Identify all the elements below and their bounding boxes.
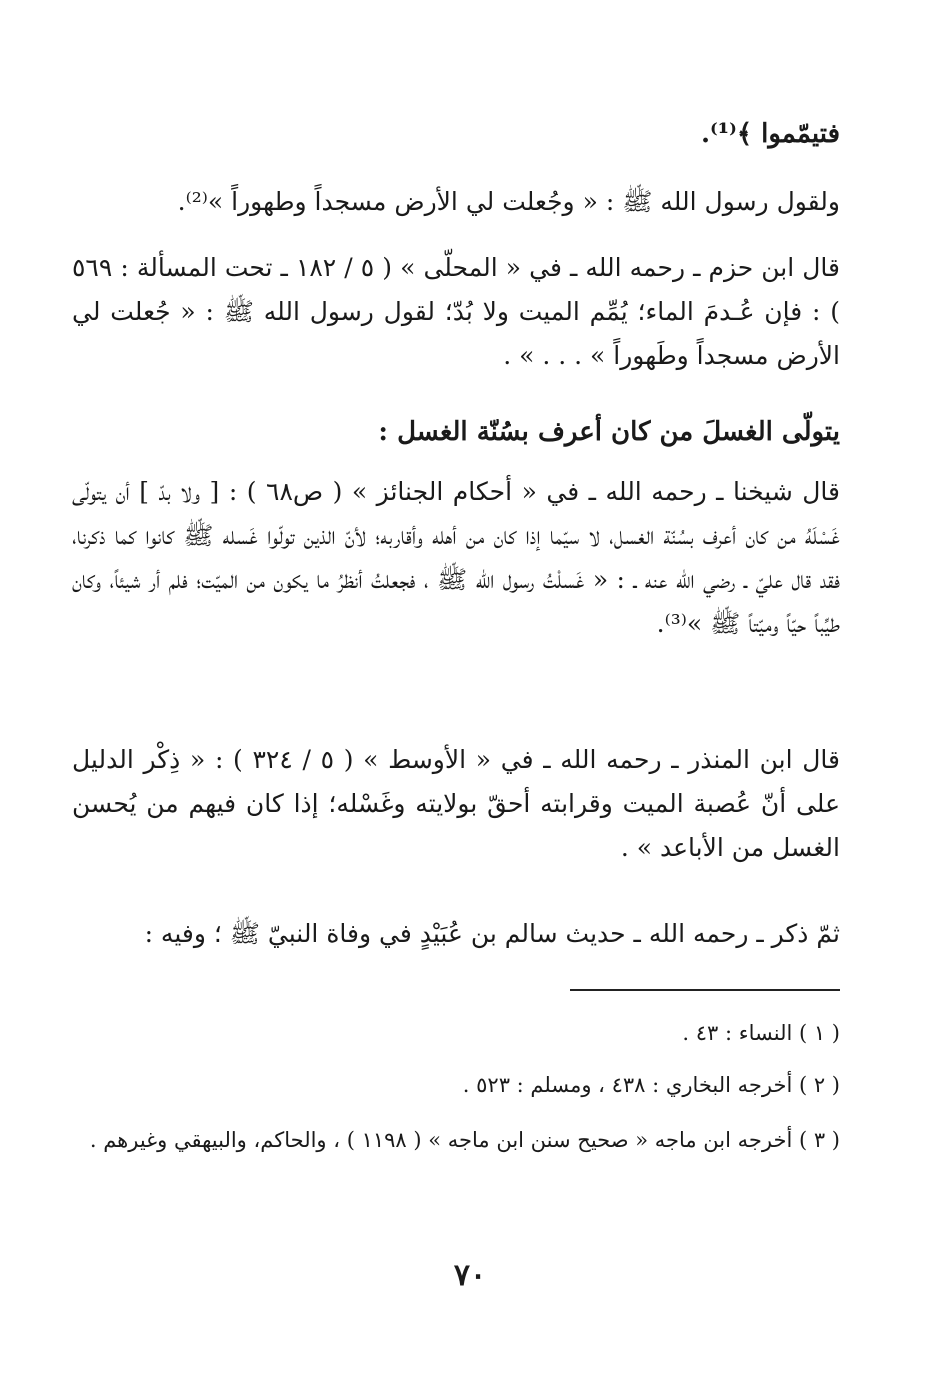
footnote-divider — [570, 989, 840, 991]
paragraph-salim-hadith: ثمّ ذكر ـ رحمه الله ـ حديث سالم بن عُبَيْدٍ في وفاة النبيّ ﷺ ؛ وفيه : — [144, 919, 840, 948]
verse-ending: فتيمّموا ﴾⁽¹⁾. — [700, 119, 840, 149]
footnote-3: ( ٣ ) أخرجه ابن ماجه « صحيح سنن ابن ماجه » ( ١١٩٨ ) ، والحاكم، والبيهقي وغيرهم . — [89, 1128, 840, 1152]
footnote-1: ( ١ ) النساء : ٤٣ . — [682, 1021, 840, 1045]
footnote-2: ( ٢ ) أخرجه البخاري : ٤٣٨ ، ومسلم : ٥٢٣ . — [462, 1073, 840, 1097]
paragraph-shaykh: قال شيخنا ـ رحمه الله ـ في « أحكام الجنائز » ( ص٦٨ ) : [ ولا بدّ ] أن يتولّى غَسْلَهُ من كان أعرف بسُنّة الغسل، لا سيّما إذا كان من أهله وأقاربه؛ لأنّ الذين تولّوا غَسله ﷺ كانوا كما ذكرنا، فقد قال عليّ ـ رضي الله عنه ـ : « غَسلْتُ رسول الله ﷺ ، فجعلتُ أنظرُ ما يكون من الميّت؛ فلم أر شيئاً، وكان طيِّباً حيّاً وميّتاً ﷺ »⁽³⁾. — [72, 477, 840, 638]
page-number: ٧٠ — [453, 1258, 487, 1293]
paragraph-hadith: ولقول رسول الله ﷺ : « وجُعلت لي الأرض مسجداً وطهوراً »⁽²⁾. — [177, 187, 840, 216]
paragraph-ibn-al-mundhir: قال ابن المنذر ـ رحمه الله ـ في « الأوسط » ( ٥ / ٣٢٤ ) : « ذِكْر الدليل على أنّ عُصبة الميت وقرابته أحقّ بولايته وغَسْله؛ إذا كان فيهم من يُحسن الغسل من الأباعد » . — [72, 745, 840, 862]
section-heading: يتولّى الغسلَ من كان أعرف بسُنّة الغسل : — [378, 417, 840, 447]
paragraph-ibn-hazm: قال ابن حزم ـ رحمه الله ـ في « المحلّى » ( ٥ / ١٨٢ ـ تحت المسألة : ٥٦٩ ) : فإن عُـدمَ الماء؛ يُمِّم الميت ولا بُدّ؛ لقول رسول الله ﷺ : « جُعلت لي الأرض مسجداً وطَهوراً » . . . » . — [72, 253, 840, 370]
